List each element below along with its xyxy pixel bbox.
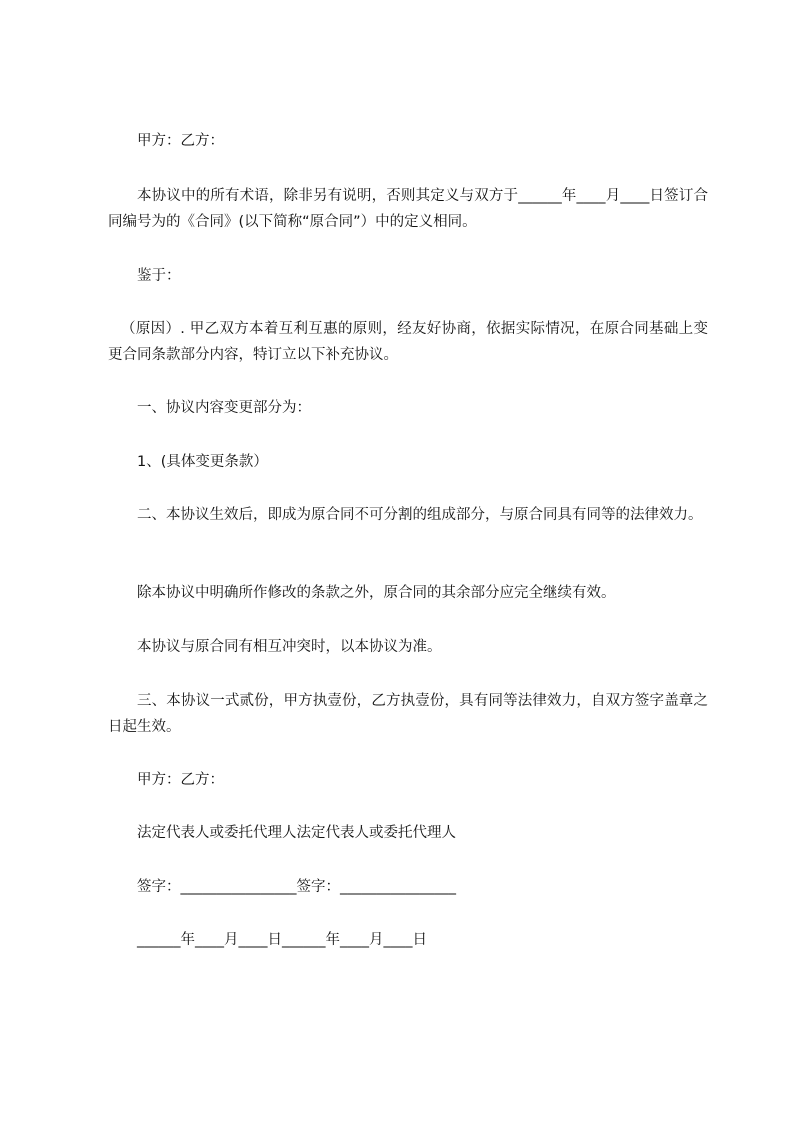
party-header-bottom: 甲方：乙方：: [137, 772, 224, 788]
recital-paragraph: （原因）. 甲乙双方本着互利互惠的原则，经友好协商，依据实际情况，在原合同基础上变更合同条款部分内容，特订立以下补充协议。: [108, 321, 708, 363]
section-one-heading: 一、协议内容变更部分为：: [137, 400, 311, 416]
definitions-clause: 本协议中的所有术语，除非另有说明，否则其定义与双方于______年____月____日签订合同编号为的《合同》(以下简称“原合同”）中的定义相同。: [108, 188, 708, 230]
change-item-one: 1、(具体变更条款）: [137, 454, 268, 470]
date-line: ______年____月____日______年____月____日: [137, 932, 427, 948]
representative-line: 法定代表人或委托代理人法定代表人或委托代理人: [137, 825, 456, 841]
signature-line: 签字：________________签字：________________: [137, 879, 456, 895]
section-two-clause: 二、本协议生效后，即成为原合同不可分割的组成部分，与原合同具有同等的法律效力。: [137, 507, 703, 523]
remainder-valid-clause: 除本协议中明确所作修改的条款之外，原合同的其余部分应完全继续有效。: [137, 585, 616, 601]
section-three-clause: 三、本协议一式贰份，甲方执壹份，乙方执壹份，具有同等法律效力，自双方签字盖章之日起生效。: [108, 693, 708, 735]
party-header-top: 甲方：乙方：: [137, 133, 224, 149]
conflict-clause: 本协议与原合同有相互冲突时，以本协议为准。: [137, 639, 442, 655]
whereas-heading: 鉴于：: [137, 268, 181, 284]
